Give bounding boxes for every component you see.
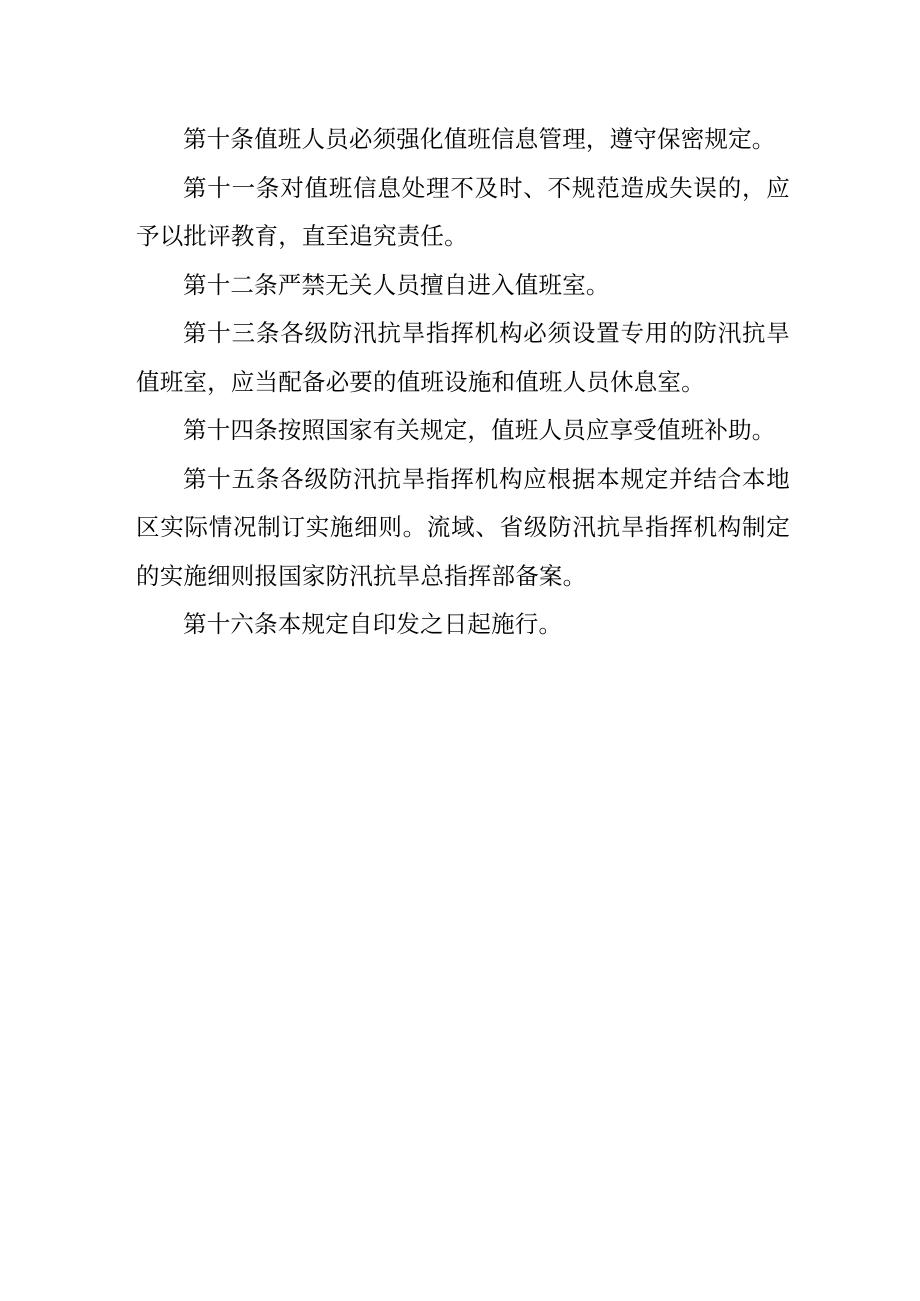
article-13-paragraph: 第十三条各级防汛抗旱指挥机构必须设置专用的防汛抗旱值班室，应当配备必要的值班设施和值班人员休息室。: [136, 319, 790, 396]
document-body: [136, 115, 790, 649]
article-14-paragraph: 第十四条按照国家有关规定，值班人员应享受值班补助。: [183, 416, 776, 444]
article-12-paragraph: 第十二条严禁无关人员擅自进入值班室。: [183, 270, 610, 299]
article-16-paragraph: 第十六条本规定自印发之日起施行。: [183, 610, 563, 638]
article-10-paragraph: 第十条值班人员必须强化值班信息管理，遵守保密规定。: [183, 125, 776, 153]
article-15-paragraph: 第十五条各级防汛抗旱指挥机构应根据本规定并结合本地区实际情况制订实施细则。流域、省级防汛抗旱指挥机构制定的实施细则报国家防汛抗旱总指挥部备案。: [136, 464, 790, 590]
article-11-paragraph: 第十一条对值班信息处理不及时、不规范造成失误的，应予以批评教育，直至追究责任。: [136, 173, 790, 250]
